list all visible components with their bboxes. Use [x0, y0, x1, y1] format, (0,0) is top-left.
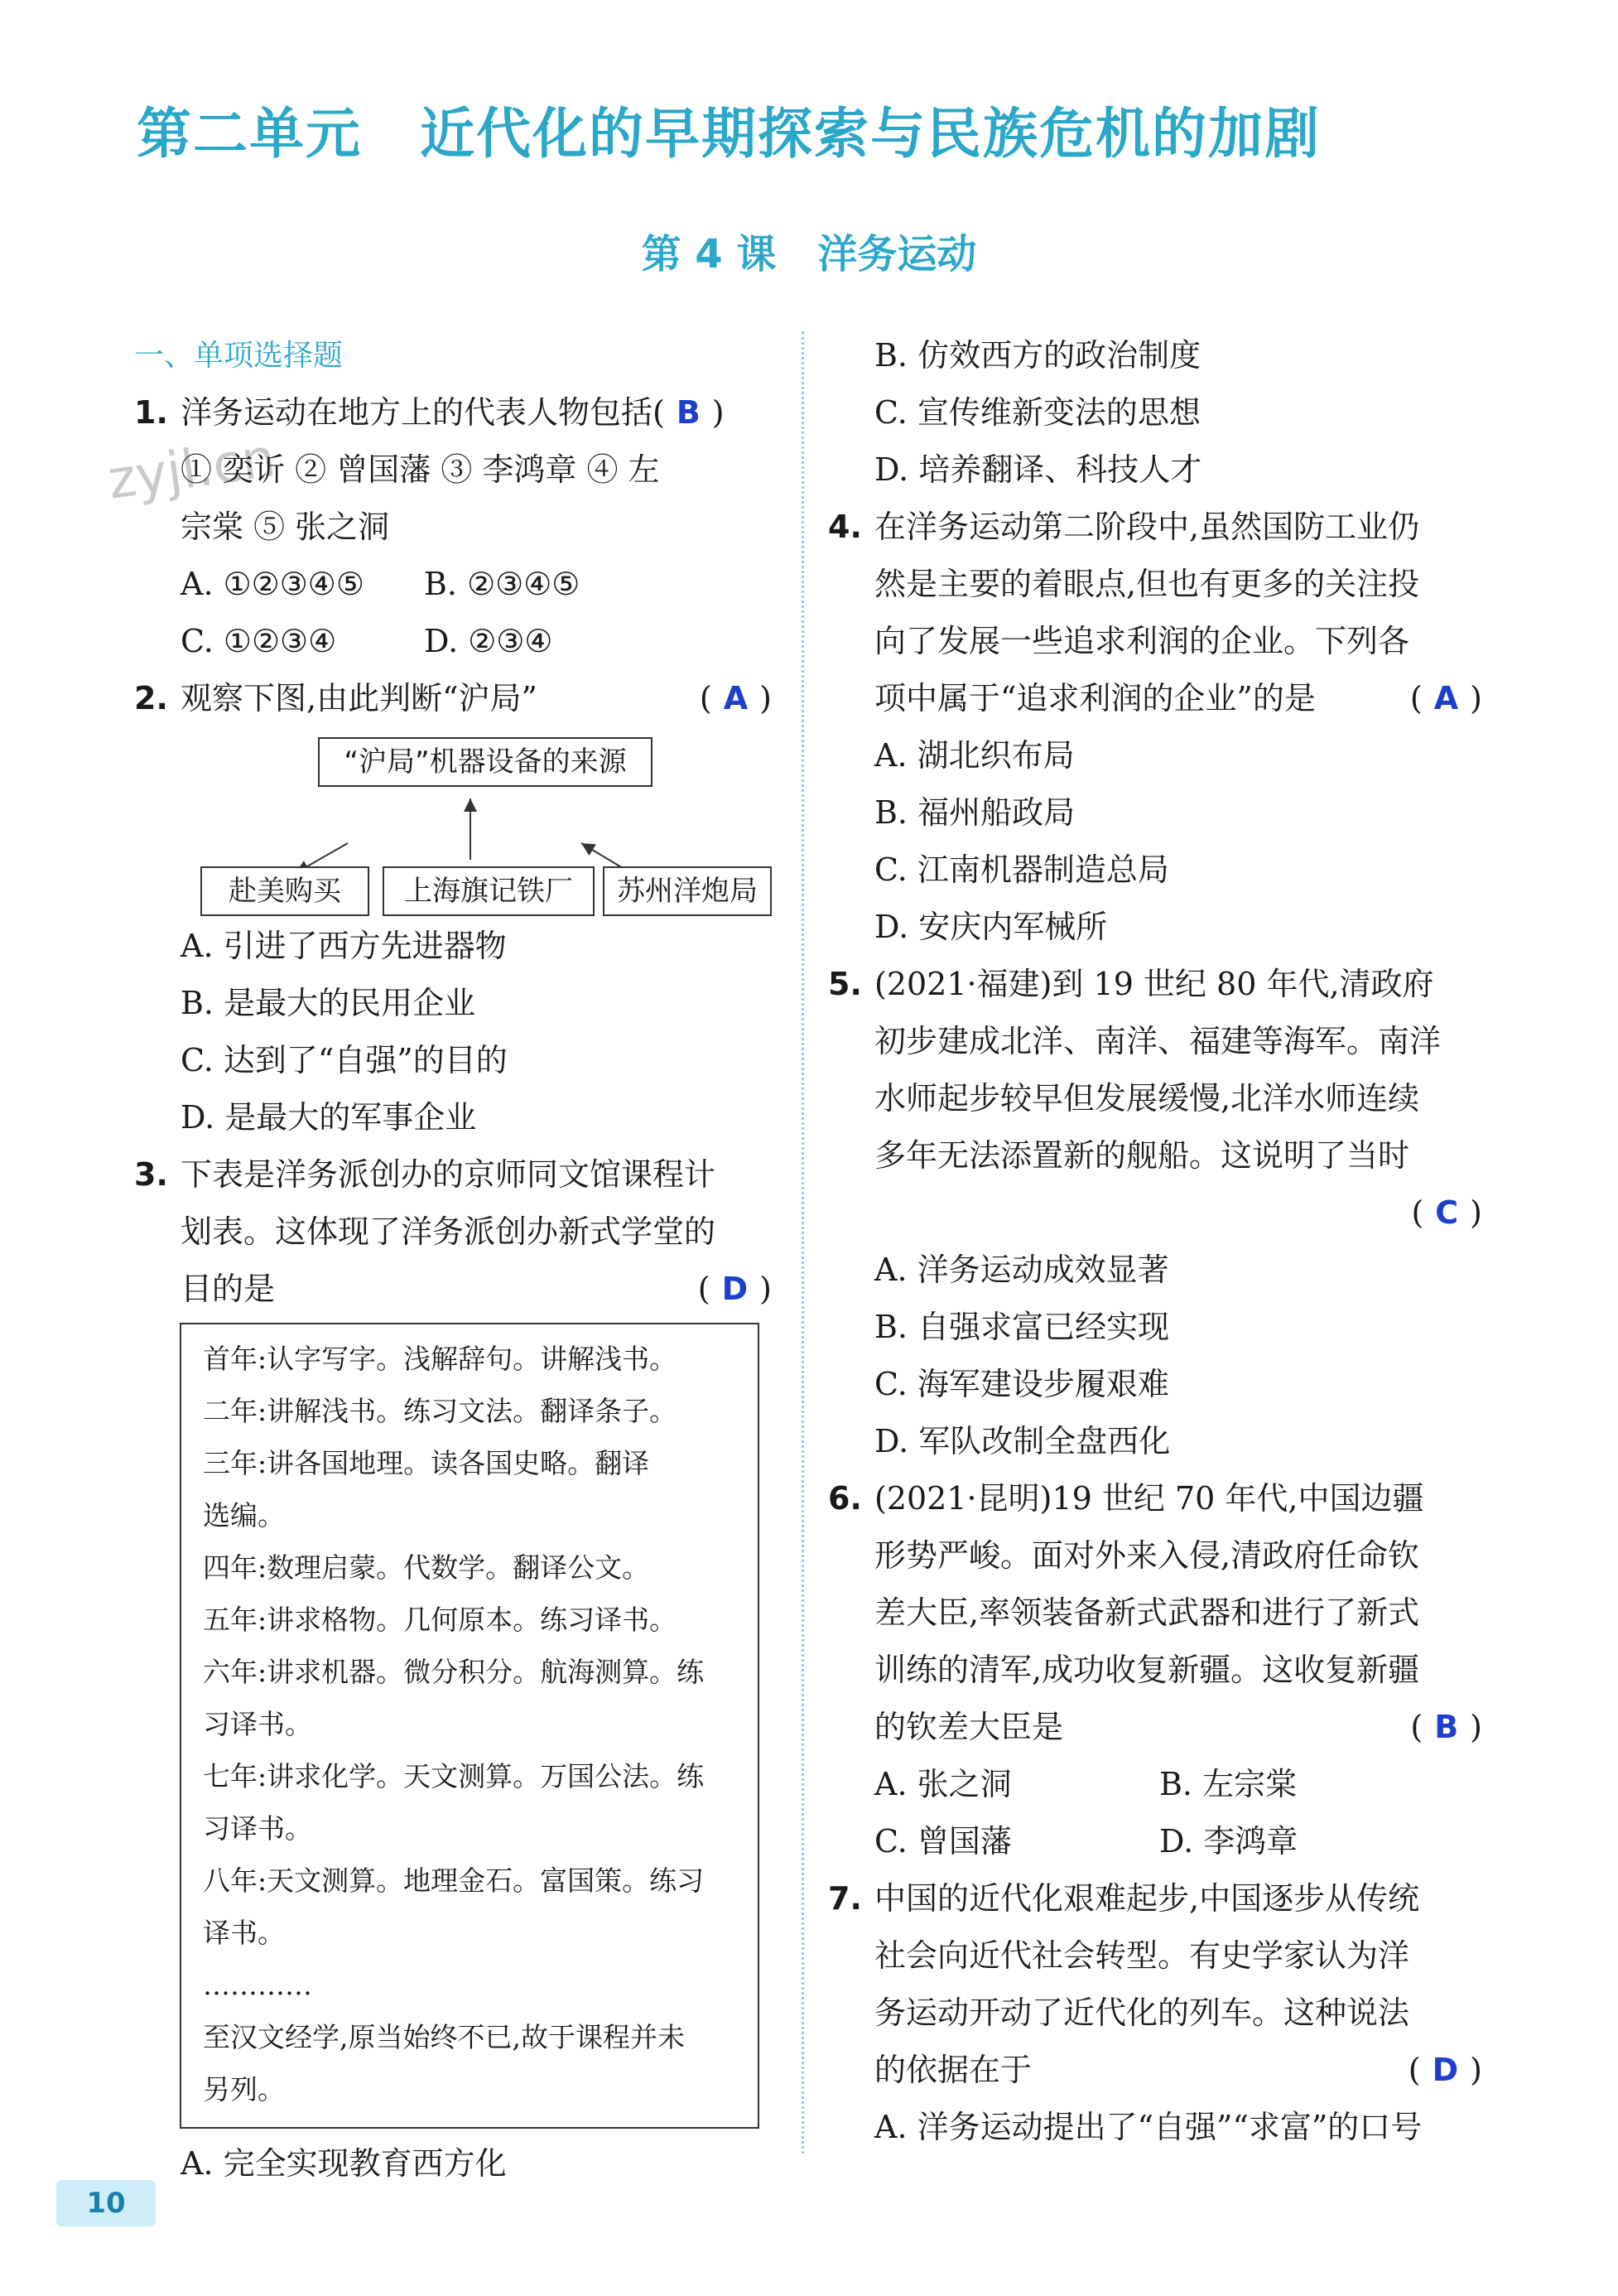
question-5 [828, 956, 1482, 1013]
question-7 [828, 1870, 1482, 1927]
left-column [134, 327, 772, 2192]
option-a: A. 洋务运动提出了“自强”“求富”的口号 [874, 2109, 1423, 2145]
table-row: 四年:数理启蒙。代数学。翻译公文。 [203, 1551, 650, 1584]
option-a: A. 洋务运动成效显著 [874, 1252, 1169, 1288]
lesson-title [0, 222, 1618, 279]
question-text: 差大臣,率领装备新式武器和进行了新式 [874, 1594, 1420, 1631]
question-number: 2. [134, 680, 168, 716]
answer-mark: B [1434, 1709, 1459, 1745]
table-row: 三年:讲各国地理。读各国史略。翻译 [203, 1447, 650, 1479]
answer-bracket: ( A ) [1409, 680, 1482, 716]
question-text: 的钦差大臣是 [874, 1709, 1064, 1745]
option-c: C. 曾国藩 [874, 1823, 1012, 1859]
answer-mark: A [723, 680, 749, 716]
question-items: 宗棠 ⑤ 张之洞 [181, 509, 390, 545]
question-text: 务运动开动了近代化的列车。这种说法 [874, 1995, 1410, 2031]
question-text-last [828, 670, 1482, 727]
question-text: 划表。这体现了洋务派创办新式学堂的 [181, 1213, 716, 1250]
answer-line [828, 1184, 1482, 1242]
question-text: 形势严峻。面对外来入侵,清政府任命钦 [874, 1537, 1420, 1574]
option-row [134, 613, 772, 670]
option-d: D. 是最大的军事企业 [181, 1099, 477, 1136]
question-4 [828, 499, 1482, 556]
lesson-name: 洋务运动 [817, 231, 977, 277]
question-text: 观察下图,由此判断“沪局” [181, 680, 537, 716]
option-b: B. ②③④⑤ [424, 566, 580, 602]
answer-bracket: ( A ) [699, 680, 772, 716]
table-row: 八年:天文测算。地理金石。富国策。练习 [203, 1864, 705, 1897]
option-d: D. 安庆内军械所 [874, 909, 1108, 945]
question-text: 多年无法添置新的舰船。这说明了当时 [874, 1137, 1410, 1174]
question-number: 1. [134, 394, 168, 431]
table-row: 二年:讲解浅书。练习文法。翻译条子。 [203, 1395, 677, 1427]
question-text: 训练的清军,成功收复新疆。这收复新疆 [874, 1652, 1420, 1688]
question-text: 项中属于“追求利润的企业”的是 [874, 680, 1316, 716]
question-text: (2021·昆明)19 世纪 70 年代,中国边疆 [874, 1480, 1424, 1517]
section-heading: 一、单项选择题 [134, 339, 344, 373]
option-b: B. 是最大的民用企业 [181, 985, 476, 1021]
question-text: 目的是 [181, 1271, 276, 1307]
column-divider [802, 331, 804, 2154]
question-text: 水师起步较早但发展缓慢,北洋水师连续 [874, 1080, 1420, 1117]
question-text: (2021·福建)到 19 世纪 80 年代,清政府 [874, 966, 1434, 1002]
option-c: C. 海军建设步履艰难 [874, 1366, 1169, 1402]
lesson-number: 第 4 课 [641, 231, 777, 277]
table-row: 首年:认字写字。浅解辞句。讲解浅书。 [203, 1343, 677, 1375]
unit-number: 第二单元 [137, 102, 362, 166]
question-number: 7. [828, 1880, 862, 1917]
unit-title [137, 89, 1321, 168]
question-2 [134, 670, 772, 727]
table-row: 七年:讲求化学。天文测算。万国公法。练 [203, 1760, 705, 1792]
option-c: C. 宣传维新变法的思想 [874, 394, 1201, 431]
unit-name: 近代化的早期探索与民族危机的加剧 [420, 102, 1321, 166]
table-row: 选编。 [203, 1499, 285, 1531]
answer-bracket: ( C ) [1411, 1194, 1482, 1231]
option-d: D. 军队改制全盘西化 [874, 1423, 1171, 1459]
option-row [134, 556, 772, 613]
option-c: C. 达到了“自强”的目的 [181, 1042, 508, 1078]
answer-mark: A [1433, 680, 1459, 716]
table-row: 习译书。 [203, 1812, 312, 1845]
option-a: A. 引进了西方先进器物 [181, 928, 507, 964]
question-6 [828, 1470, 1482, 1527]
question-text: 的依据在于 [874, 2052, 1033, 2088]
right-column [828, 327, 1482, 2156]
diagram-box-middle: 上海旗记铁厂 [383, 866, 595, 916]
question-text: 向了发展一些追求利润的企业。下列各 [874, 623, 1410, 659]
question-3 [134, 1146, 772, 1203]
option-a: A. ①②③④⑤ [181, 566, 364, 602]
question-text: 然是主要的着眼点,但也有更多的关注投 [874, 566, 1420, 602]
question-1: 1. 洋务运动在地方上的代表人物包括( B ) [134, 384, 772, 441]
question-text-last [134, 1261, 772, 1318]
question-text: 洋务运动在地方上的代表人物包括( [181, 394, 665, 431]
answer-bracket: ( D ) [1408, 2052, 1482, 2088]
option-b: B. 自强求富已经实现 [874, 1309, 1170, 1345]
diagram-box-left: 赴美购买 [200, 866, 369, 916]
option-c: C. 江南机器制造总局 [874, 851, 1169, 888]
option-d: D. 李鸿章 [1159, 1823, 1298, 1859]
question-text: 社会向近代社会转型。有史学家认为洋 [874, 1937, 1410, 1974]
question-text: 下表是洋务派创办的京师同文馆课程计 [181, 1156, 716, 1193]
question-text: 初步建成北洋、南洋、福建等海军。南洋 [874, 1023, 1442, 1059]
option-d: D. 培养翻译、科技人才 [874, 451, 1202, 488]
option-d: D. ②③④ [424, 623, 553, 659]
option-row [828, 1756, 1482, 1813]
option-b: B. 福州船政局 [874, 794, 1076, 831]
answer-bracket: ( D ) [697, 1271, 772, 1307]
option-c: C. ①②③④ [181, 623, 337, 659]
diagram-top-box: “沪局”机器设备的来源 [318, 737, 652, 787]
page-number: 10 [56, 2180, 156, 2226]
table-row: ………… [203, 1969, 312, 2001]
answer-bracket: ( B ) [1410, 1709, 1482, 1745]
answer-mark: D [1432, 2052, 1459, 2088]
table-row: 另列。 [203, 2073, 285, 2105]
question-number: 6. [828, 1480, 862, 1517]
answer-mark: D [721, 1271, 749, 1307]
option-a: A. 湖北织布局 [874, 737, 1075, 774]
question-text-last [828, 2042, 1482, 2099]
question-number: 4. [828, 509, 862, 545]
question-number: 3. [134, 1156, 168, 1193]
option-a: A. 完全实现教育西方化 [181, 2145, 507, 2182]
diagram-box-right: 苏州洋炮局 [603, 866, 772, 916]
table-row: 译书。 [203, 1917, 285, 1949]
answer-mark: C [1435, 1194, 1459, 1231]
source-diagram [134, 727, 772, 918]
option-b: B. 左宗棠 [1159, 1766, 1298, 1802]
option-b: B. 仿效西方的政治制度 [874, 337, 1201, 374]
table-row: 至汉文经学,原当始终不已,故于课程并未 [203, 2021, 685, 2053]
table-row: 习译书。 [203, 1708, 312, 1740]
question-text-last [828, 1699, 1482, 1756]
option-row [828, 1813, 1482, 1870]
curriculum-table [180, 1323, 759, 2129]
watermark: zyjl.cn [104, 427, 280, 512]
question-items: ① 奕䜣 ② 曾国藩 ③ 李鸿章 ④ 左 [181, 451, 660, 488]
table-row: 五年:讲求格物。几何原本。练习译书。 [203, 1604, 677, 1636]
table-row: 六年:讲求机器。微分积分。航海测算。练 [203, 1656, 705, 1688]
question-text: 在洋务运动第二阶段中,虽然国防工业仍 [874, 509, 1420, 545]
question-number: 5. [828, 966, 862, 1002]
option-a: A. 张之洞 [874, 1766, 1012, 1802]
question-text: 中国的近代化艰难起步,中国逐步从传统 [874, 1880, 1420, 1917]
answer-mark: B [676, 394, 701, 431]
